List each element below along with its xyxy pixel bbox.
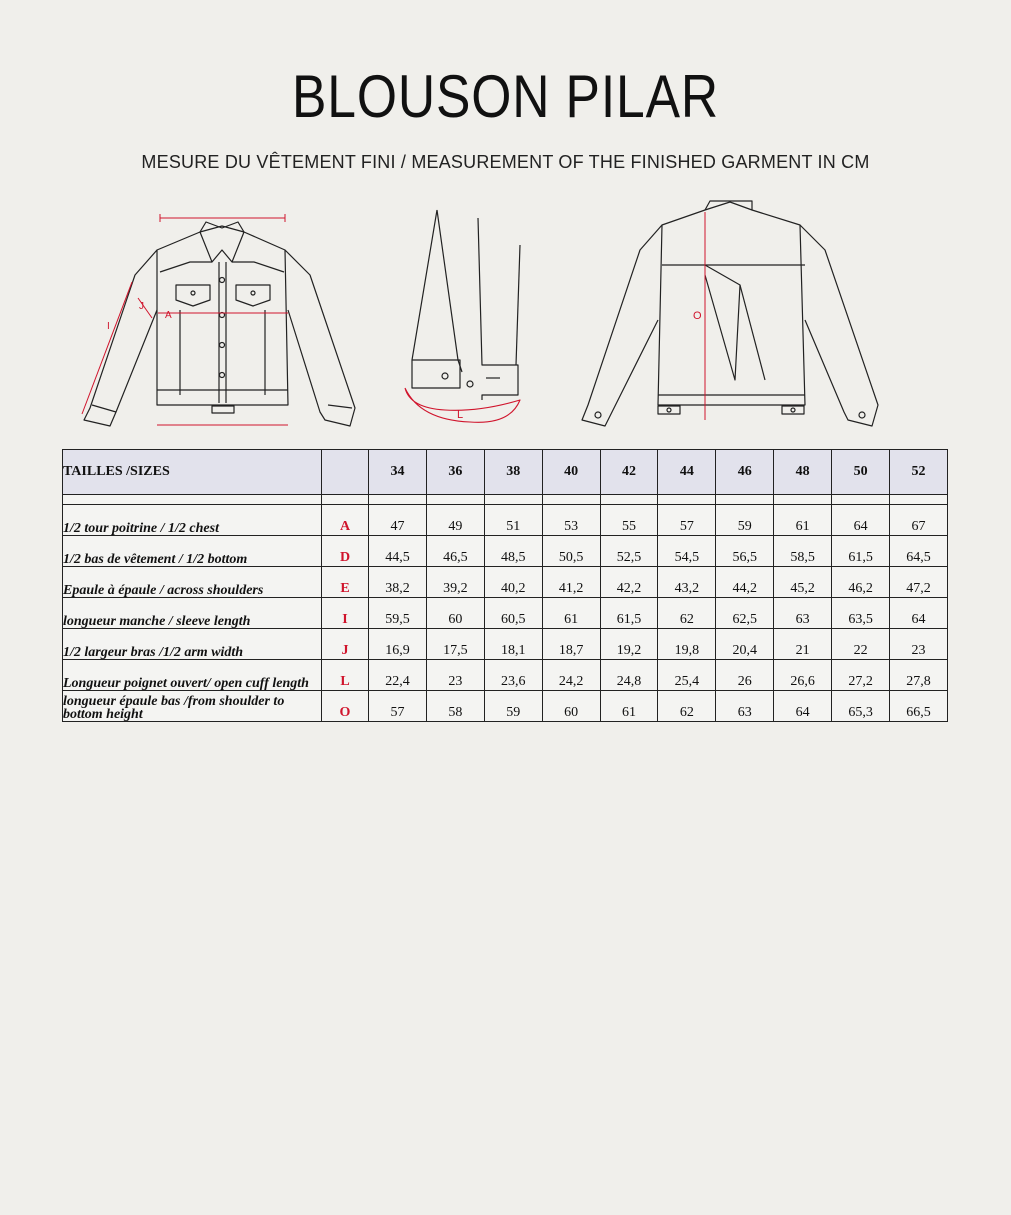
size-value-cell: 61,5: [832, 536, 890, 567]
label-a: A: [165, 310, 172, 321]
size-value-cell: 65,3: [832, 691, 890, 722]
spacer-cell: [542, 495, 600, 505]
cuff-detail-drawing: [412, 210, 520, 400]
code-header: [322, 450, 369, 495]
size-header-row: [63, 450, 948, 495]
size-header: 36: [426, 450, 484, 495]
size-value-cell: 47,2: [890, 567, 948, 598]
measurement-code: D: [322, 536, 369, 567]
spacer-cell: [322, 495, 369, 505]
spacer-cell: [63, 495, 322, 505]
size-value-cell: 64,5: [890, 536, 948, 567]
size-value-cell: 54,5: [658, 536, 716, 567]
spacer-cell: [369, 495, 427, 505]
size-header: 38: [484, 450, 542, 495]
size-value-cell: 27,2: [832, 660, 890, 691]
size-value-cell: 20,4: [716, 629, 774, 660]
size-header: 50: [832, 450, 890, 495]
size-value-cell: 59: [716, 505, 774, 536]
table-row: [63, 691, 948, 722]
measurement-code: E: [322, 567, 369, 598]
size-value-cell: 62: [658, 691, 716, 722]
size-value-cell: 58: [426, 691, 484, 722]
spacer-cell: [716, 495, 774, 505]
size-value-cell: 61: [774, 505, 832, 536]
size-value-cell: 43,2: [658, 567, 716, 598]
label-j: J: [139, 301, 144, 312]
size-header: 48: [774, 450, 832, 495]
size-value-cell: 59,5: [369, 598, 427, 629]
size-value-cell: 23: [890, 629, 948, 660]
size-value-cell: 18,7: [542, 629, 600, 660]
size-value-cell: 18,1: [484, 629, 542, 660]
page-subtitle: MESURE DU VÊTEMENT FINI / MEASUREMENT OF THE FINISHED GARMENT IN CM: [141, 152, 870, 172]
measurement-label: 1/2 bas de vêtement / 1/2 bottom: [63, 536, 322, 567]
size-value-cell: 57: [369, 691, 427, 722]
measurement-code: I: [322, 598, 369, 629]
table-row: [63, 505, 948, 536]
size-value-cell: 48,5: [484, 536, 542, 567]
spacer-cell: [484, 495, 542, 505]
size-value-cell: 61: [542, 598, 600, 629]
measurement-label: longueur épaule bas /from shoulder to bottom height: [63, 691, 322, 722]
size-value-cell: 51: [484, 505, 542, 536]
size-value-cell: 42,2: [600, 567, 658, 598]
front-jacket-drawing: [84, 222, 355, 426]
sizes-header-label: TAILLES /SIZES: [63, 450, 322, 495]
size-value-cell: 44,5: [369, 536, 427, 567]
size-value-cell: 49: [426, 505, 484, 536]
label-o: O: [693, 310, 702, 322]
spacer-cell: [600, 495, 658, 505]
size-header: 34: [369, 450, 427, 495]
size-value-cell: 63,5: [832, 598, 890, 629]
measurement-code: J: [322, 629, 369, 660]
size-value-cell: 66,5: [890, 691, 948, 722]
size-value-cell: 64: [890, 598, 948, 629]
size-value-cell: 53: [542, 505, 600, 536]
size-header: 44: [658, 450, 716, 495]
size-value-cell: 25,4: [658, 660, 716, 691]
size-value-cell: 57: [658, 505, 716, 536]
size-value-cell: 50,5: [542, 536, 600, 567]
garment-illustrations: [0, 190, 1011, 450]
size-value-cell: 39,2: [426, 567, 484, 598]
table-row: [63, 567, 948, 598]
size-value-cell: 22,4: [369, 660, 427, 691]
measurement-code: O: [322, 691, 369, 722]
spacer-cell: [658, 495, 716, 505]
size-value-cell: 61: [600, 691, 658, 722]
size-value-cell: 41,2: [542, 567, 600, 598]
size-value-cell: 21: [774, 629, 832, 660]
size-value-cell: 46,5: [426, 536, 484, 567]
size-value-cell: 67: [890, 505, 948, 536]
size-header: 46: [716, 450, 774, 495]
page-title: BLOUSON PILAR: [292, 63, 719, 130]
size-value-cell: 22: [832, 629, 890, 660]
measurement-label: longueur manche / sleeve length: [63, 598, 322, 629]
measurement-label: 1/2 largeur bras /1/2 arm width: [63, 629, 322, 660]
spacer-cell: [832, 495, 890, 505]
size-value-cell: 52,5: [600, 536, 658, 567]
back-jacket-drawing: [582, 201, 878, 426]
size-value-cell: 63: [774, 598, 832, 629]
size-value-cell: 23: [426, 660, 484, 691]
size-header: 42: [600, 450, 658, 495]
size-value-cell: 38,2: [369, 567, 427, 598]
measurement-label: Longueur poignet ouvert/ open cuff length: [63, 660, 322, 691]
size-value-cell: 62: [658, 598, 716, 629]
measurement-label: Epaule à épaule / across shoulders: [63, 567, 322, 598]
size-value-cell: 17,5: [426, 629, 484, 660]
spacer-cell: [890, 495, 948, 505]
size-value-cell: 64: [832, 505, 890, 536]
size-header: 40: [542, 450, 600, 495]
size-value-cell: 19,2: [600, 629, 658, 660]
size-value-cell: 40,2: [484, 567, 542, 598]
size-value-cell: 58,5: [774, 536, 832, 567]
measurement-code: L: [322, 660, 369, 691]
front-measure-lines: [82, 214, 288, 425]
size-value-cell: 61,5: [600, 598, 658, 629]
size-value-cell: 60: [426, 598, 484, 629]
size-value-cell: 47: [369, 505, 427, 536]
size-chart-table: [62, 449, 948, 722]
measurement-code: A: [322, 505, 369, 536]
size-value-cell: 62,5: [716, 598, 774, 629]
size-value-cell: 26,6: [774, 660, 832, 691]
size-value-cell: 46,2: [832, 567, 890, 598]
size-value-cell: 64: [774, 691, 832, 722]
spacer-row: [63, 495, 948, 505]
size-value-cell: 44,2: [716, 567, 774, 598]
size-value-cell: 63: [716, 691, 774, 722]
table-row: [63, 598, 948, 629]
size-value-cell: 19,8: [658, 629, 716, 660]
size-value-cell: 59: [484, 691, 542, 722]
size-value-cell: 16,9: [369, 629, 427, 660]
table-row: [63, 660, 948, 691]
label-i: I: [107, 321, 110, 332]
size-value-cell: 24,2: [542, 660, 600, 691]
size-value-cell: 24,8: [600, 660, 658, 691]
table-row: [63, 536, 948, 567]
size-value-cell: 60,5: [484, 598, 542, 629]
size-value-cell: 60: [542, 691, 600, 722]
size-value-cell: 55: [600, 505, 658, 536]
size-header: 52: [890, 450, 948, 495]
size-value-cell: 45,2: [774, 567, 832, 598]
spacer-cell: [774, 495, 832, 505]
measurement-label: 1/2 tour poitrine / 1/2 chest: [63, 505, 322, 536]
table-row: [63, 629, 948, 660]
label-l: L: [457, 409, 464, 421]
size-value-cell: 23,6: [484, 660, 542, 691]
size-value-cell: 56,5: [716, 536, 774, 567]
spacer-cell: [426, 495, 484, 505]
size-value-cell: 26: [716, 660, 774, 691]
size-value-cell: 27,8: [890, 660, 948, 691]
